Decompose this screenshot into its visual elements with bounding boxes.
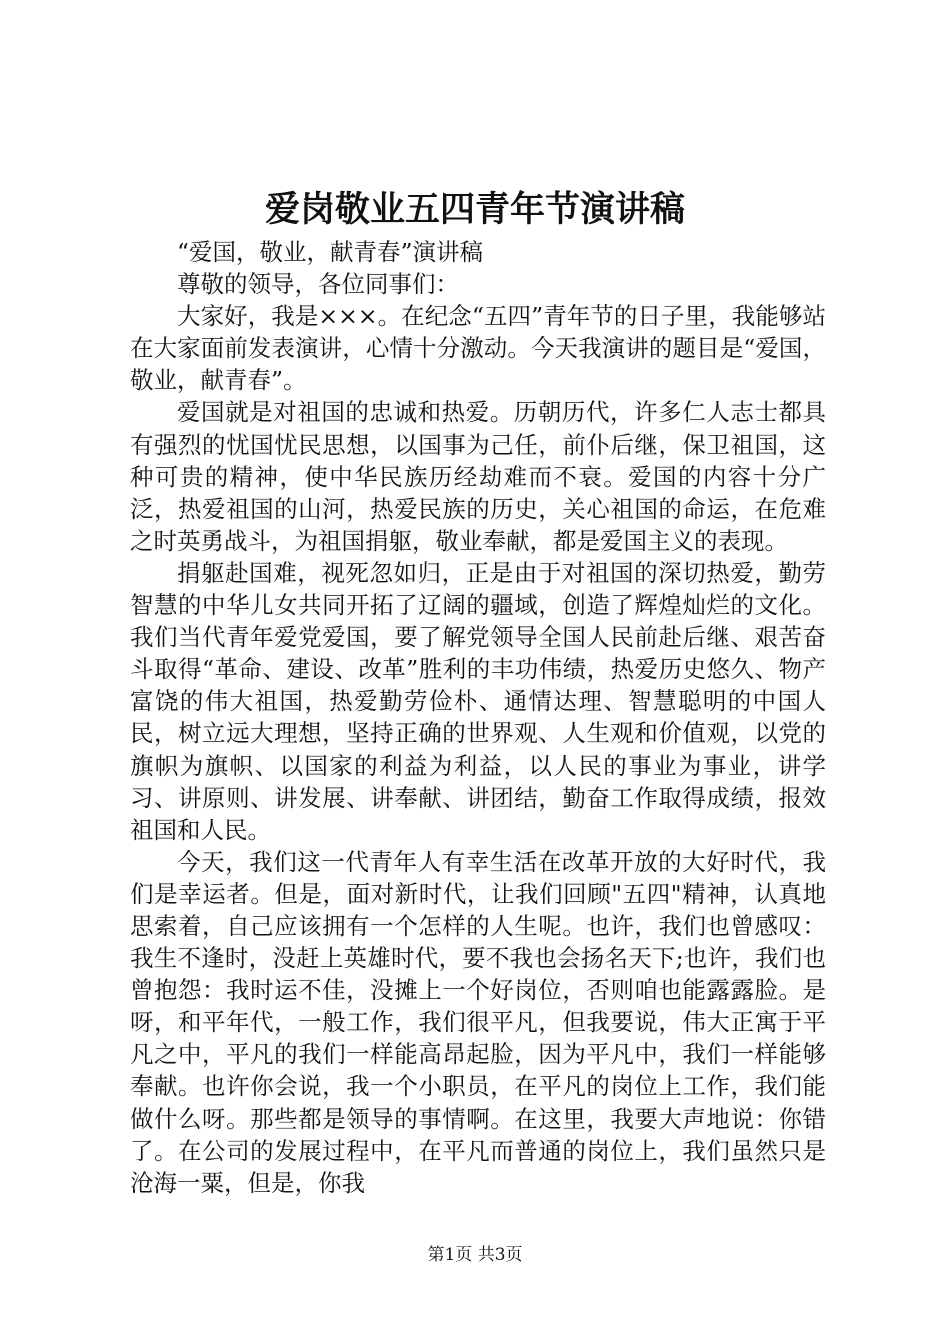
document-body xyxy=(130,236,826,1199)
body-paragraph: 今天，我们这一代青年人有幸生活在改革开放的大好时代，我们是幸运者。但是，面对新时代，让我们回顾"五四"精神，认真地思索着，自己应该拥有一个怎样的人生呢。也许，我们也曾感叹：我生不逢时，没赶上英雄时代，要不我也会扬名天下;也许，我们也曾抱怨：我时运不佳，没摊上一个好岗位，否则咱也能露露脸。是呀，和平年代，一般工作，我们很平凡，但我要说，伟大正寓于平凡之中，平凡的我们一样能高昂起脸，因为平凡中，我们一样能够奉献。也许你会说，我一个小职员，在平凡的岗位上工作，我们能做什么呀。那些都是领导的事情啊。在这里，我要大声地说：你错了。在公司的发展过程中，在平凡而普通的岗位上，我们虽然只是沧海一粟，但是，你我 xyxy=(130,847,826,1197)
subtitle-paragraph: “爱国，敬业，献青春”演讲稿 xyxy=(177,238,484,266)
document-title: 爱岗敬业五四青年节演讲稿 xyxy=(264,189,685,230)
body-paragraph: 捐躯赴国难，视死忽如归，正是由于对祖国的深切热爱，勤劳智慧的中华儿女共同开拓了辽阔的疆域，创造了辉煌灿烂的文化。我们当代青年爱党爱国，要了解党领导全国人民前赴后继、艰苦奋斗取得“革命、建设、改革”胜利的丰功伟绩，热爱历史悠久、物产富饶的伟大祖国，热爱勤劳俭朴、通情达理、智慧聪明的中国人民，树立远大理想，坚持正确的世界观、人生观和价值观，以党的旗帜为旗帜、以国家的利益为利益，以人民的事业为事业，讲学习、讲原则、讲发展、讲奉献、讲团结，勤奋工作取得成绩，报效祖国和人民。 xyxy=(130,558,826,844)
page-footer: 第1页 共3页 xyxy=(427,1245,523,1265)
salutation-paragraph: 尊敬的领导，各位同事们： xyxy=(177,270,459,299)
body-paragraph: 大家好，我是×××。在纪念“五四”青年节的日子里，我能够站在大家面前发表演讲，心情十分激动。今天我演讲的题目是“爱国，敬业，献青春”。 xyxy=(130,302,826,395)
body-paragraph: 爱国就是对祖国的忠诚和热爱。历朝历代，许多仁人志士都具有强烈的忧国忧民思想，以国事为己任，前仆后继，保卫祖国，这种可贵的精神，使中华民族历经劫难而不衰。爱国的内容十分广泛，热爱祖国的山河，热爱民族的历史，关心祖国的命运，在危难之时英勇战斗，为祖国捐躯，敬业奉献，都是爱国主义的表现。 xyxy=(130,398,826,555)
